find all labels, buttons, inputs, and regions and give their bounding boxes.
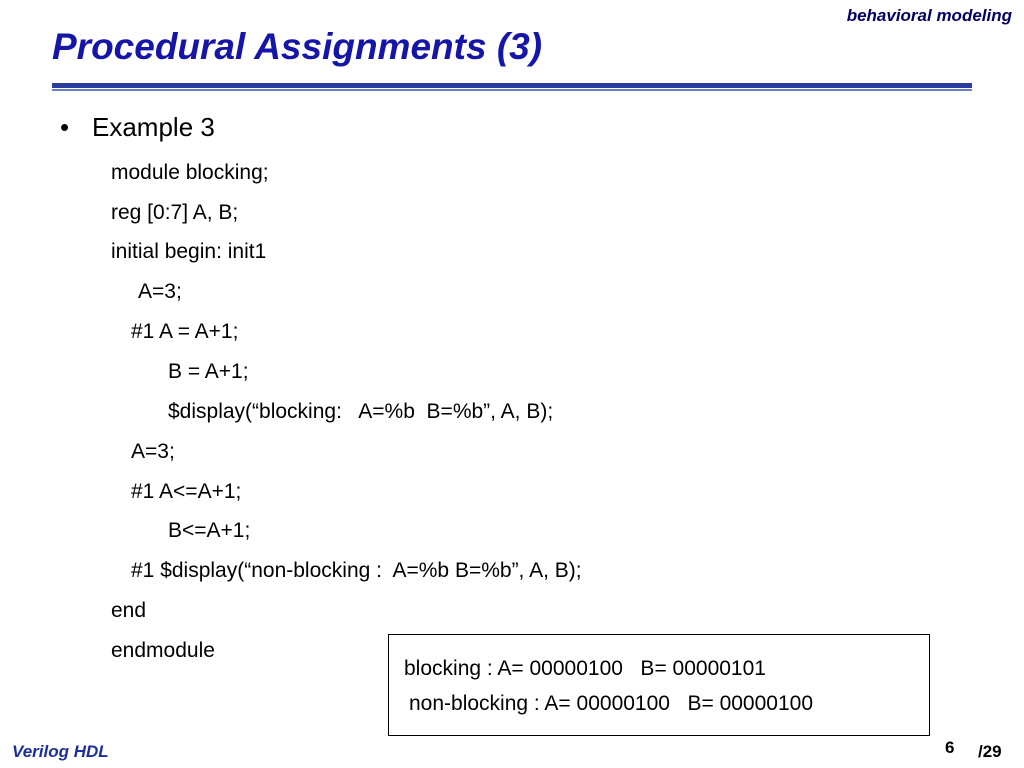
slide-title: Procedural Assignments (3) — [52, 26, 543, 67]
code-line: $display(“blocking: A=%b B=%b”, A, B); — [168, 400, 554, 423]
title-divider-thin — [52, 89, 972, 91]
bullet-text: Example 3 — [92, 112, 215, 142]
output-line-blocking: blocking : A= 00000100 B= 00000101 — [404, 657, 766, 680]
footer-course-name: Verilog HDL — [12, 742, 109, 761]
code-line: #1 A<=A+1; — [131, 480, 242, 503]
code-line: initial begin: init1 — [111, 240, 267, 263]
code-line: endmodule — [111, 639, 215, 662]
code-line: module blocking; — [111, 161, 269, 184]
code-line: B<=A+1; — [168, 519, 251, 542]
page-total: /29 — [978, 742, 1002, 761]
slide-topic: behavioral modeling — [846, 6, 1012, 25]
output-box — [388, 634, 930, 736]
code-line: A=3; — [131, 440, 175, 463]
page-number: 6 — [945, 738, 955, 757]
code-line: A=3; — [138, 280, 182, 303]
output-line-nonblocking: non-blocking : A= 00000100 B= 00000100 — [409, 692, 814, 715]
title-divider — [52, 83, 972, 88]
code-line: B = A+1; — [168, 360, 249, 383]
code-line: #1 A = A+1; — [131, 320, 239, 343]
code-line: #1 $display(“non-blocking : A=%b B=%b”, A, B); — [131, 559, 582, 582]
bullet-icon: • — [60, 112, 70, 142]
code-line: reg [0:7] A, B; — [111, 201, 239, 224]
bullet-item — [60, 112, 215, 143]
code-line: end — [111, 599, 147, 622]
